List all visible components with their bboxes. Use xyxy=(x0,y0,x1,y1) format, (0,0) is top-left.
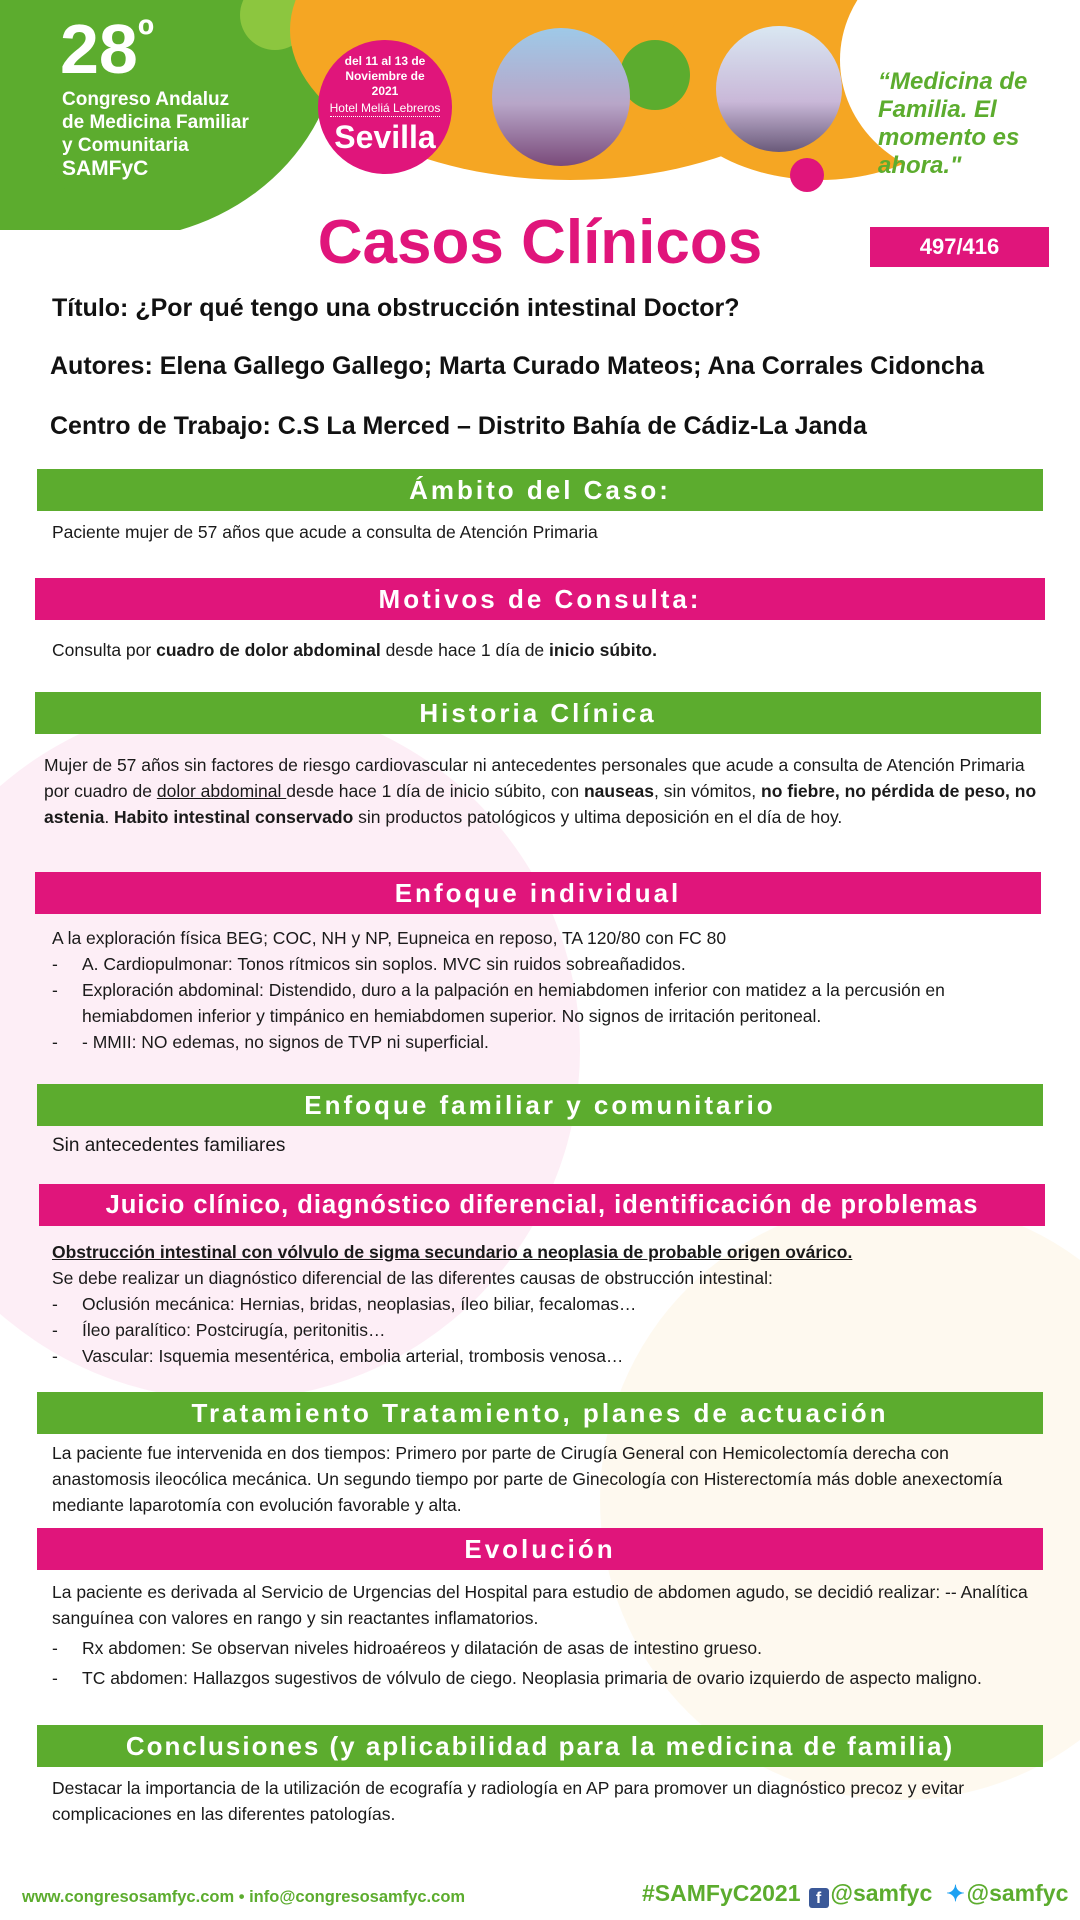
work-center: Centro de Trabajo: C.S La Merced – Distrito Bahía de Cádiz-La Janda xyxy=(50,412,867,440)
section-evolucion-header: Evolución xyxy=(37,1528,1043,1570)
header-banner xyxy=(0,0,1080,230)
list-item: - Rx abdomen: Se observan niveles hidroaéreos y dilatación de asas de intestino grueso. xyxy=(52,1635,1042,1661)
slogan-quote: “Medicina de Familia. El momento es ahora." xyxy=(878,68,1028,179)
hashtag: #SAMFyC2021 xyxy=(642,1880,801,1906)
section-tratamiento-header: Tratamiento Tratamiento, planes de actuación xyxy=(37,1392,1043,1434)
footer-social xyxy=(642,1880,1068,1908)
diagnosis-headline: Obstrucción intestinal con vólvulo de sigma secundario a neoplasia de probable origen ovárico. xyxy=(52,1242,853,1262)
case-code-badge: 497/416 xyxy=(870,227,1049,267)
section-historia-header: Historia Clínica xyxy=(35,692,1041,734)
twitter-handle-link[interactable]: @samfyc xyxy=(966,1880,1069,1906)
section-juicio-text: Obstrucción intestinal con vólvulo de sigma secundario a neoplasia de probable origen ovárico. Se debe realizar un diagnóstico diferencial de las diferentes causas de obstrucción intestinal: - Oclusión mecánica: Hernias, bridas, neoplasias, íleo biliar, fecalomas… - Íleo paralítico: Postcirugía, peritonitis… - Vascular: Isquemia mesentérica, embolia arterial, trombosis venosa… xyxy=(52,1239,1042,1369)
photo-monument xyxy=(492,28,630,166)
section-ambito-text: Paciente mujer de 57 años que acude a consulta de Atención Primaria xyxy=(52,522,598,542)
section-ambito-header: Ámbito del Caso: xyxy=(37,469,1043,511)
event-city: Sevilla xyxy=(334,119,436,155)
case-authors: Autores: Elena Gallego Gallego; Marta Curado Mateos; Ana Corrales Cidoncha xyxy=(50,352,984,380)
section-evolucion-text: La paciente es derivada al Servicio de Urgencias del Hospital para estudio de abdomen agudo, se decidió realizar: -- Analítica sanguínea con valores en rango y sin reactantes inflamatorios. - Rx abdomen: Se observan niveles hidroaéreos y dilatación de asas de intestino grueso. - TC abdomen: Hallazgos sugestivos de vólvulo de ciego. Neoplasia primaria de ovario izquierdo de aspecto maligno. xyxy=(52,1579,1042,1691)
facebook-handle-link[interactable]: @samfyc xyxy=(830,1880,933,1906)
section-conclusiones-text: Destacar la importancia de la utilización de ecografía y radiología en AP para promover un diagnóstico precoz y evitar complicaciones en las diferentes patologías. xyxy=(52,1778,965,1824)
congress-name: Congreso Andaluz de Medicina Familiar y Comunitaria SAMFyC xyxy=(62,89,249,180)
section-motivos-text: Consulta por cuadro de dolor abdominal desde hace 1 día de inicio súbito. xyxy=(52,640,657,660)
section-conclusiones-header: Conclusiones (y aplicabilidad para la medicina de familia) xyxy=(37,1725,1043,1767)
congress-edition: $28^º$ xyxy=(60,10,154,88)
date-badge xyxy=(318,40,452,174)
case-title: Título: ¿Por qué tengo una obstrucción intestinal Doctor? xyxy=(52,294,740,322)
website-link[interactable]: www.congresosamfyc.com xyxy=(22,1888,235,1906)
facebook-icon: f xyxy=(809,1888,829,1908)
event-dates: del 11 al 13 de Noviembre de 2021 xyxy=(344,54,426,98)
page-heading: Casos Clínicos xyxy=(317,208,763,277)
section-individual-header: Enfoque individual xyxy=(35,872,1041,914)
section-motivos-header: Motivos de Consulta: xyxy=(35,578,1045,620)
footer-contact xyxy=(22,1888,465,1907)
list-item: - Exploración abdominal: Distendido, duro a la palpación en hemiabdomen inferior con matidez a la percusión en hemiabdomen inferior y timpánico en hemiabdomen superior. No signos de irritación peritoneal. xyxy=(52,977,1042,1029)
list-item: - Oclusión mecánica: Hernias, bridas, neoplasias, íleo biliar, fecalomas… xyxy=(52,1291,1042,1317)
list-item: - Vascular: Isquemia mesentérica, embolia arterial, trombosis venosa… xyxy=(52,1343,1042,1369)
list-item: - A. Cardiopulmonar: Tonos rítmicos sin soplos. MVC sin ruidos sobreañadidos. xyxy=(52,951,1042,977)
section-historia-text: Mujer de 57 años sin factores de riesgo cardiovascular ni antecedentes personales que acude a consulta de Atención Primaria por cuadro de dolor abdominal desde hace 1 día de inicio súbito, con nauseas, sin vómitos, no fiebre, no pérdida de peso, no astenia. Habito intestinal conservado sin productos patológicos y ultima deposición en el día de hoy. xyxy=(44,755,1037,827)
event-venue: Hotel Meliá Lebreros xyxy=(329,101,441,115)
section-juicio-header: Juicio clínico, diagnóstico diferencial, identificación de problemas xyxy=(39,1184,1045,1226)
list-item: - TC abdomen: Hallazgos sugestivos de vólvulo de ciego. Neoplasia primaria de ovario izquierdo de aspecto maligno. xyxy=(52,1665,1042,1691)
photo-bridge xyxy=(716,26,842,152)
twitter-icon: ✦ xyxy=(946,1881,965,1906)
section-familiar-text: Sin antecedentes familiares xyxy=(52,1135,286,1156)
section-tratamiento-text: La paciente fue intervenida en dos tiempos: Primero por parte de Cirugía General con Hemicolectomía derecha con anastomosis ileocólica mecánica. Un segundo tiempo por parte de Ginecología con Histerectomía más doble anexectomía mediante laparotomía con evolución favorable y alta. xyxy=(52,1443,1003,1515)
list-item: - - MMII: NO edemas, no signos de TVP ni superficial. xyxy=(52,1029,1042,1055)
separator: • xyxy=(238,1888,245,1906)
section-familiar-header: Enfoque familiar y comunitario xyxy=(37,1084,1043,1126)
email-link[interactable]: info@congresosamfyc.com xyxy=(249,1888,466,1906)
section-individual-text: A la exploración física BEG; COC, NH y NP, Eupneica en reposo, TA 120/80 con FC 80 - A. Cardiopulmonar: Tonos rítmicos sin soplos. MVC sin ruidos sobreañadidos. - Exploración abdominal: Distendido, duro a la palpación en hemiabdomen inferior con matidez a la percusión en hemiabdomen inferior y timpánico en hemiabdomen superior. No signos de irritación peritoneal. - - MMII: NO edemas, no signos de TVP ni superficial. xyxy=(52,925,1042,1055)
list-item: - Íleo paralítico: Postcirugía, peritonitis… xyxy=(52,1317,1042,1343)
